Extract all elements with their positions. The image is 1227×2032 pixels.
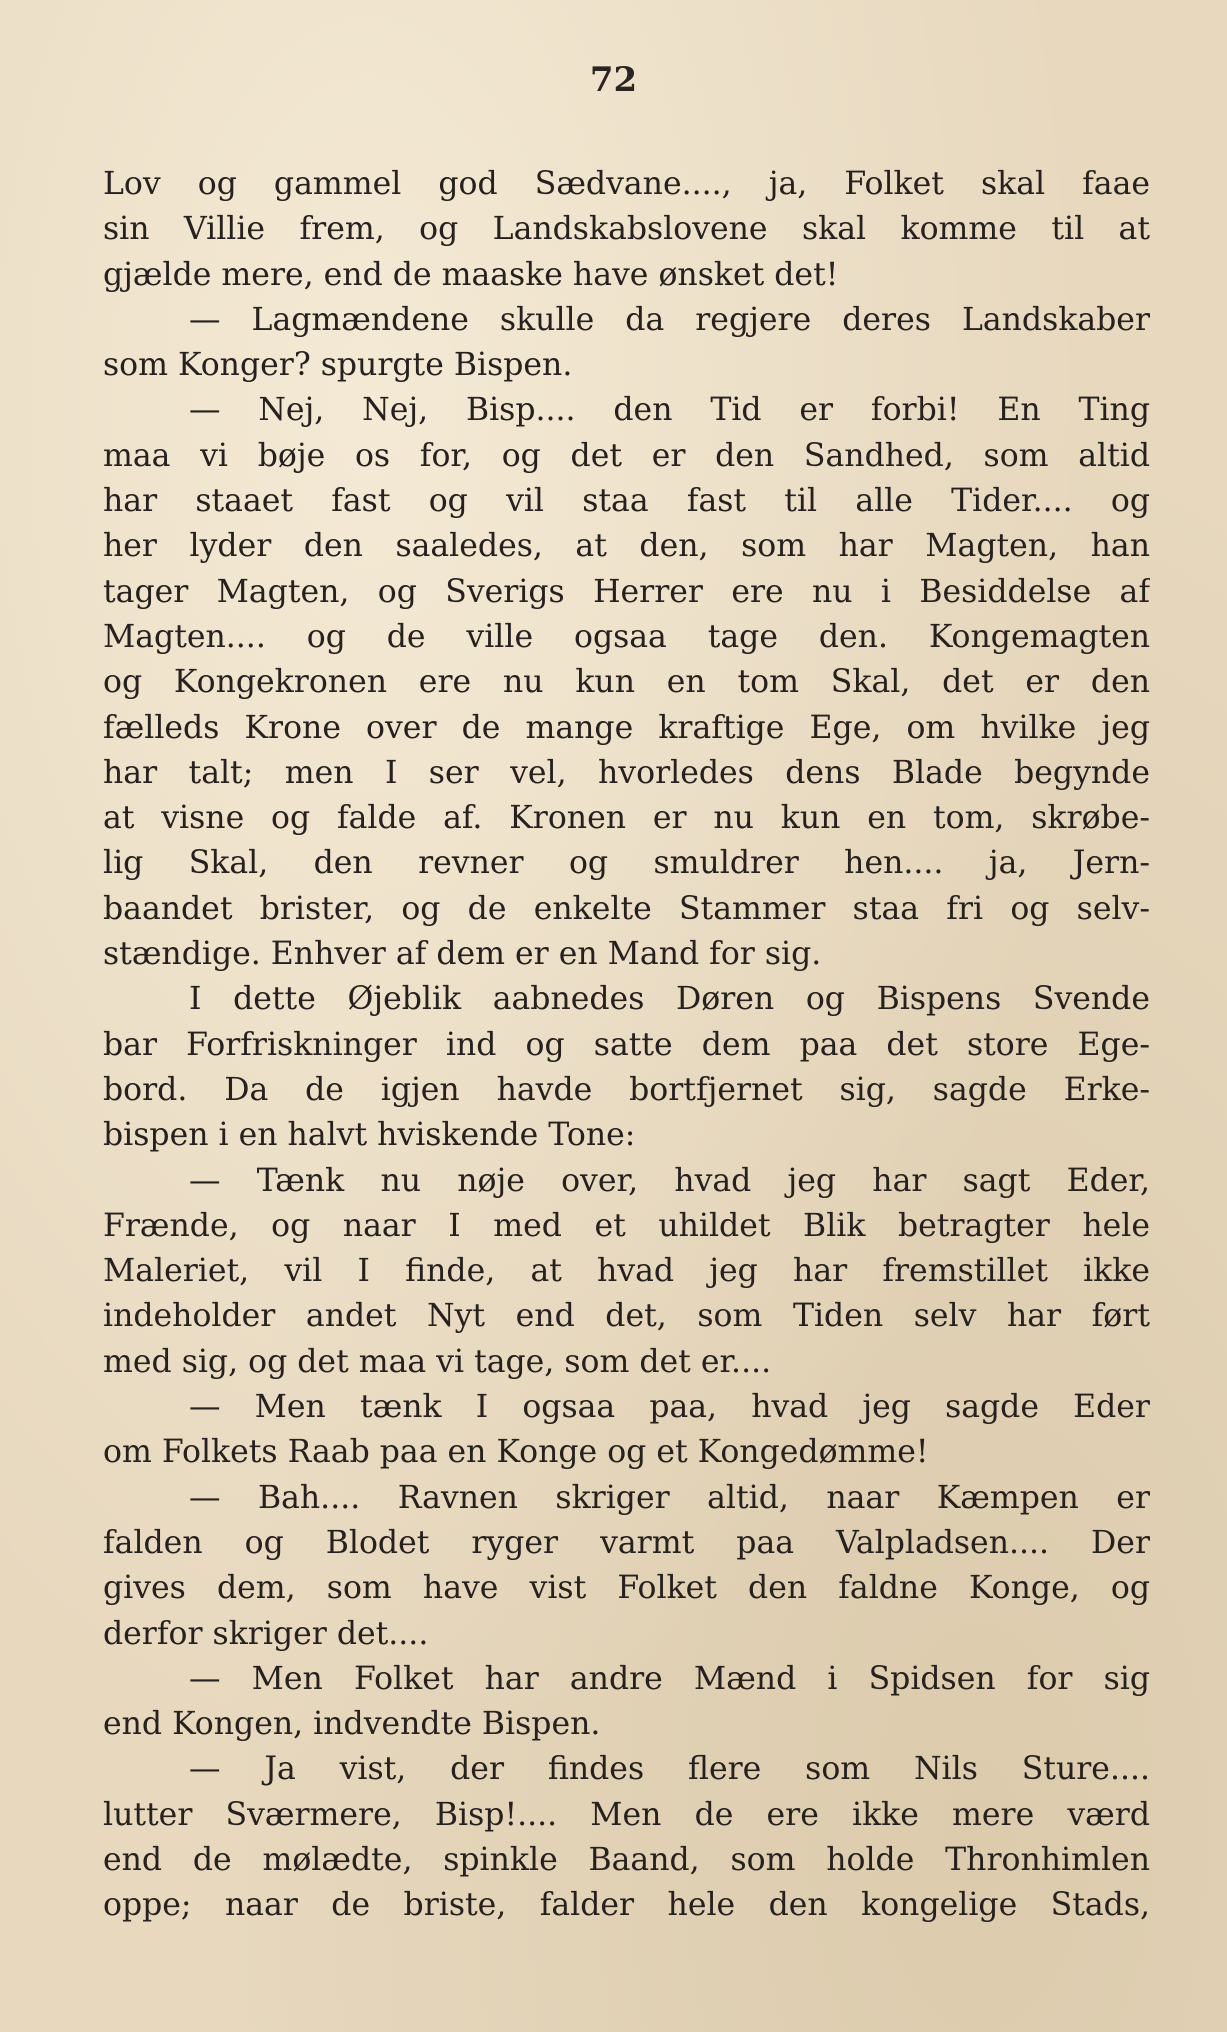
text-line: indeholder andet Nyt end det, som Tiden selv har ført bbox=[103, 1298, 1150, 1335]
text-line: lig Skal, den revner og smuldrer hen.... ja, Jern- bbox=[103, 845, 1150, 882]
text-line: Magten.... og de ville ogsaa tage den. Kongemagten bbox=[103, 618, 1150, 655]
text-line: end Kongen, indvendte Bispen. bbox=[103, 1706, 601, 1743]
text-line: som Konger? spurgte Bispen. bbox=[103, 347, 573, 384]
text-line: end de mølædte, spinkle Baand, som holde Thronhimlen bbox=[103, 1841, 1150, 1878]
text-line: fælleds Krone over de mange kraftige Ege, om hvilke jeg bbox=[103, 709, 1150, 746]
page-number: 72 bbox=[589, 60, 638, 100]
text-line: gjælde mere, end de maaske have ønsket det! bbox=[103, 256, 839, 293]
text-line: Frænde, og naar I med et uhildet Blik betragter hele bbox=[103, 1207, 1150, 1244]
text-line: — Men tænk I ogsaa paa, hvad jeg sagde Eder bbox=[189, 1389, 1150, 1426]
text-line: — Men Folket har andre Mænd i Spidsen for sig bbox=[189, 1660, 1150, 1697]
text-line: om Folkets Raab paa en Konge og et Kongedømme! bbox=[103, 1434, 929, 1471]
text-line: Lov og gammel god Sædvane...., ja, Folket skal faae bbox=[103, 166, 1150, 202]
text-line: — Nej, Nej, Bisp.... den Tid er forbi! En Ting bbox=[189, 392, 1150, 429]
text-line: oppe; naar de briste, falder hele den kongelige Stads, bbox=[103, 1887, 1150, 1924]
text-line: med sig, og det maa vi tage, som det er.... bbox=[103, 1343, 772, 1380]
text-line: sin Villie frem, og Landskabslovene skal komme til at bbox=[103, 211, 1150, 248]
text-line: maa vi bøje os for, og det er den Sandhed, som altid bbox=[103, 437, 1150, 474]
text-line: — Lagmændene skulle da regjere deres Landskaber bbox=[189, 301, 1150, 338]
text-line: falden og Blodet ryger varmt paa Valpladsen.... Der bbox=[103, 1524, 1150, 1561]
text-line: — Tænk nu nøje over, hvad jeg har sagt Eder, bbox=[189, 1162, 1150, 1199]
text-line: bar Forfriskninger ind og satte dem paa det store Ege- bbox=[103, 1026, 1150, 1063]
text-line: her lyder den saaledes, at den, som har Magten, han bbox=[103, 528, 1150, 565]
text-line: bispen i en halvt hviskende Tone: bbox=[103, 1117, 636, 1154]
text-line: baandet brister, og de enkelte Stammer staa fri og selv- bbox=[103, 890, 1150, 927]
text-line: stændige. Enhver af dem er en Mand for sig. bbox=[103, 936, 822, 973]
body-text bbox=[103, 162, 1150, 1929]
text-line: har talt; men I ser vel, hvorledes dens Blade begynde bbox=[103, 754, 1150, 791]
text-line: I dette Øjeblik aabnedes Døren og Bispens Svende bbox=[189, 981, 1150, 1018]
text-line: — Ja vist, der findes flere som Nils Sture.... bbox=[189, 1751, 1150, 1788]
text-line: og Kongekronen ere nu kun en tom Skal, det er den bbox=[103, 664, 1150, 701]
text-line: gives dem, som have vist Folket den faldne Konge, og bbox=[103, 1570, 1150, 1607]
text-line: tager Magten, og Sverigs Herrer ere nu i Besiddelse af bbox=[103, 573, 1150, 610]
text-line: derfor skriger det.... bbox=[103, 1615, 429, 1652]
text-line: at visne og falde af. Kronen er nu kun en tom, skrøbe- bbox=[103, 800, 1150, 837]
text-line: lutter Sværmere, Bisp!.... Men de ere ikke mere værd bbox=[103, 1796, 1150, 1833]
text-line: bord. Da de igjen havde bortfjernet sig, sagde Erke- bbox=[103, 1071, 1150, 1108]
text-line: har staaet fast og vil staa fast til alle Tider.... og bbox=[103, 483, 1150, 520]
text-line: Maleriet, vil I finde, at hvad jeg har fremstillet ikke bbox=[103, 1253, 1150, 1290]
text-line: — Bah.... Ravnen skriger altid, naar Kæmpen er bbox=[189, 1479, 1150, 1516]
